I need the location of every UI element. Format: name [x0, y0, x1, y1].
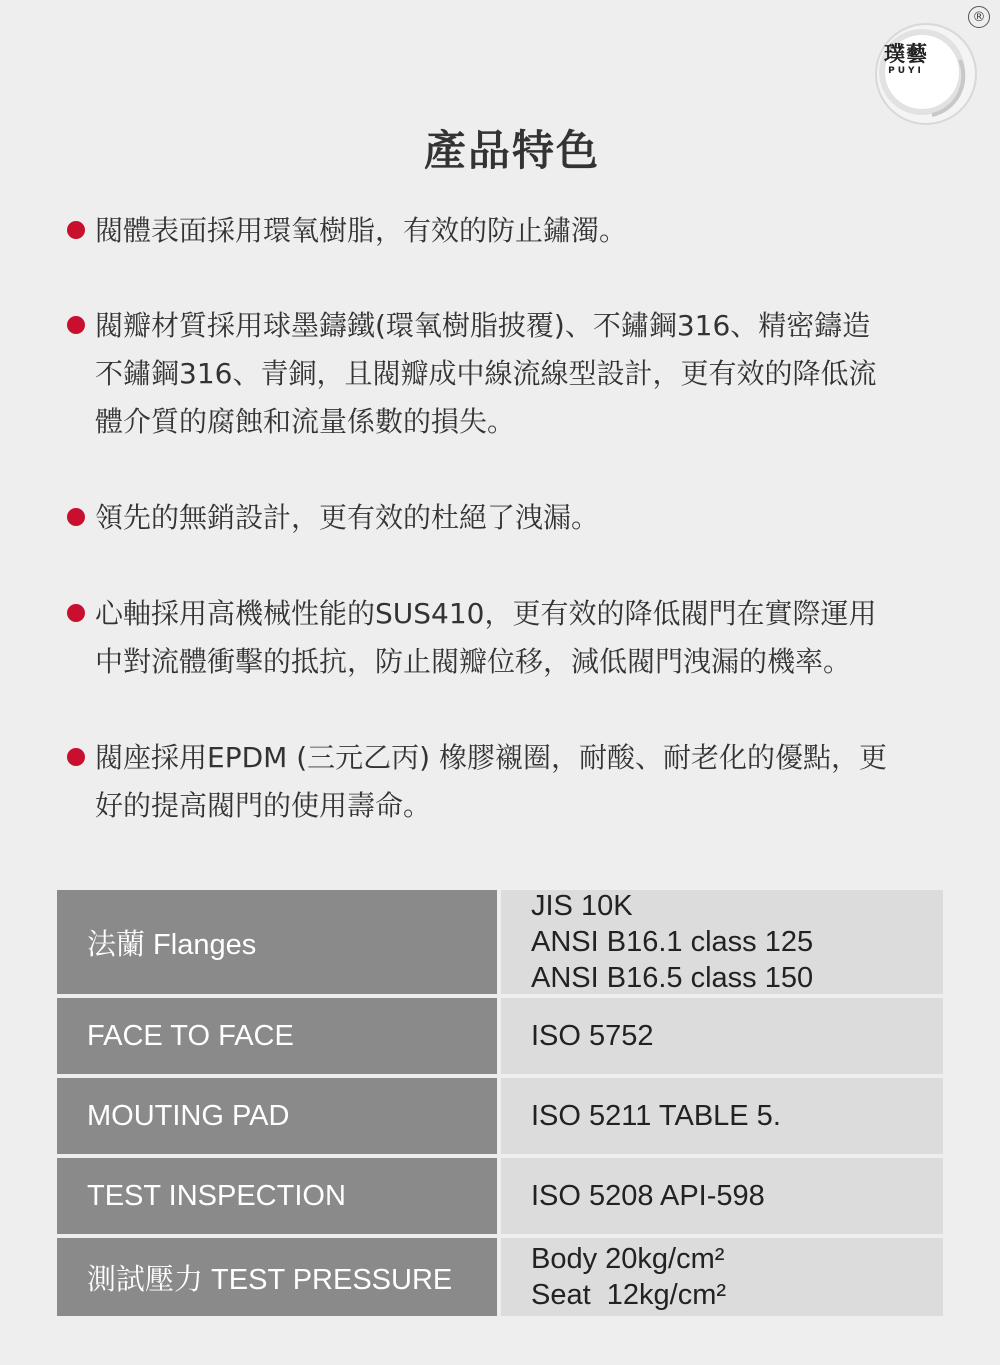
feature-item [95, 302, 915, 446]
feature-item [95, 590, 915, 686]
bullet-dot-icon [67, 748, 85, 766]
spec-value-line: Seat 12kg/cm² [531, 1279, 727, 1311]
spec-value [501, 890, 943, 994]
spec-value [501, 1238, 943, 1316]
spec-value [501, 1078, 943, 1154]
spec-value-line: ISO 5211 TABLE 5. [531, 1100, 781, 1132]
spec-value-line: ANSI B16.1 class 125 [531, 926, 814, 958]
spec-row-face-to-face [57, 998, 943, 1074]
page-title: 產品特色 [423, 126, 600, 175]
feature-line: 體介質的腐蝕和流量係數的損失。 [95, 405, 516, 438]
logo-chinese-text: 璞藝 [884, 41, 928, 66]
spec-label: MOUTING PAD [57, 1078, 497, 1154]
feature-line: 閥瓣材質採用球墨鑄鐵(環氧樹脂披覆)、不鏽鋼316、精密鑄造 [95, 309, 871, 342]
spec-value-line: JIS 10K [531, 890, 633, 922]
logo-english-text: PUYI [888, 66, 924, 76]
feature-line: 好的提高閥門的使用壽命。 [95, 789, 432, 822]
feature-line: 中對流體衝擊的抵抗，防止閥瓣位移，減低閥門洩漏的機率。 [95, 645, 852, 678]
spec-value [501, 998, 943, 1074]
spec-value [501, 1158, 943, 1234]
feature-item [95, 494, 915, 542]
feature-item [95, 207, 915, 255]
spec-row-test-pressure [57, 1238, 943, 1316]
spec-value-line: ISO 5208 API-598 [531, 1180, 765, 1212]
spec-row-test-inspection [57, 1158, 943, 1234]
feature-line: 閥座採用EPDM (三元乙丙) 橡膠襯圈，耐酸、耐老化的優點，更 [95, 741, 887, 774]
feature-line: 閥體表面採用環氧樹脂，有效的防止鏽濁。 [95, 214, 628, 247]
feature-line: 領先的無銷設計，更有效的杜絕了洩漏。 [95, 501, 600, 534]
bullet-dot-icon [67, 604, 85, 622]
bullet-dot-icon [67, 316, 85, 334]
spec-label: TEST INSPECTION [57, 1158, 497, 1234]
spec-value-line: ANSI B16.5 class 150 [531, 962, 814, 994]
spec-value-line: ISO 5752 [531, 1020, 654, 1052]
registered-trademark-icon: ® [968, 6, 990, 28]
spec-row-flanges [57, 890, 943, 994]
spec-label: 測試壓力 TEST PRESSURE [57, 1238, 497, 1316]
spec-value-line: Body 20kg/cm² [531, 1243, 725, 1275]
bullet-dot-icon [67, 221, 85, 239]
feature-item [95, 734, 915, 830]
spec-label: 法蘭 Flanges [57, 890, 497, 994]
spec-label: FACE TO FACE [57, 998, 497, 1074]
spec-table [57, 890, 943, 1316]
spec-row-mounting-pad [57, 1078, 943, 1154]
bullet-dot-icon [67, 508, 85, 526]
feature-line: 不鏽鋼316、青銅，且閥瓣成中線流線型設計，更有效的降低流 [95, 357, 877, 390]
feature-line: 心軸採用高機械性能的SUS410，更有效的降低閥門在實際運用 [95, 597, 877, 630]
